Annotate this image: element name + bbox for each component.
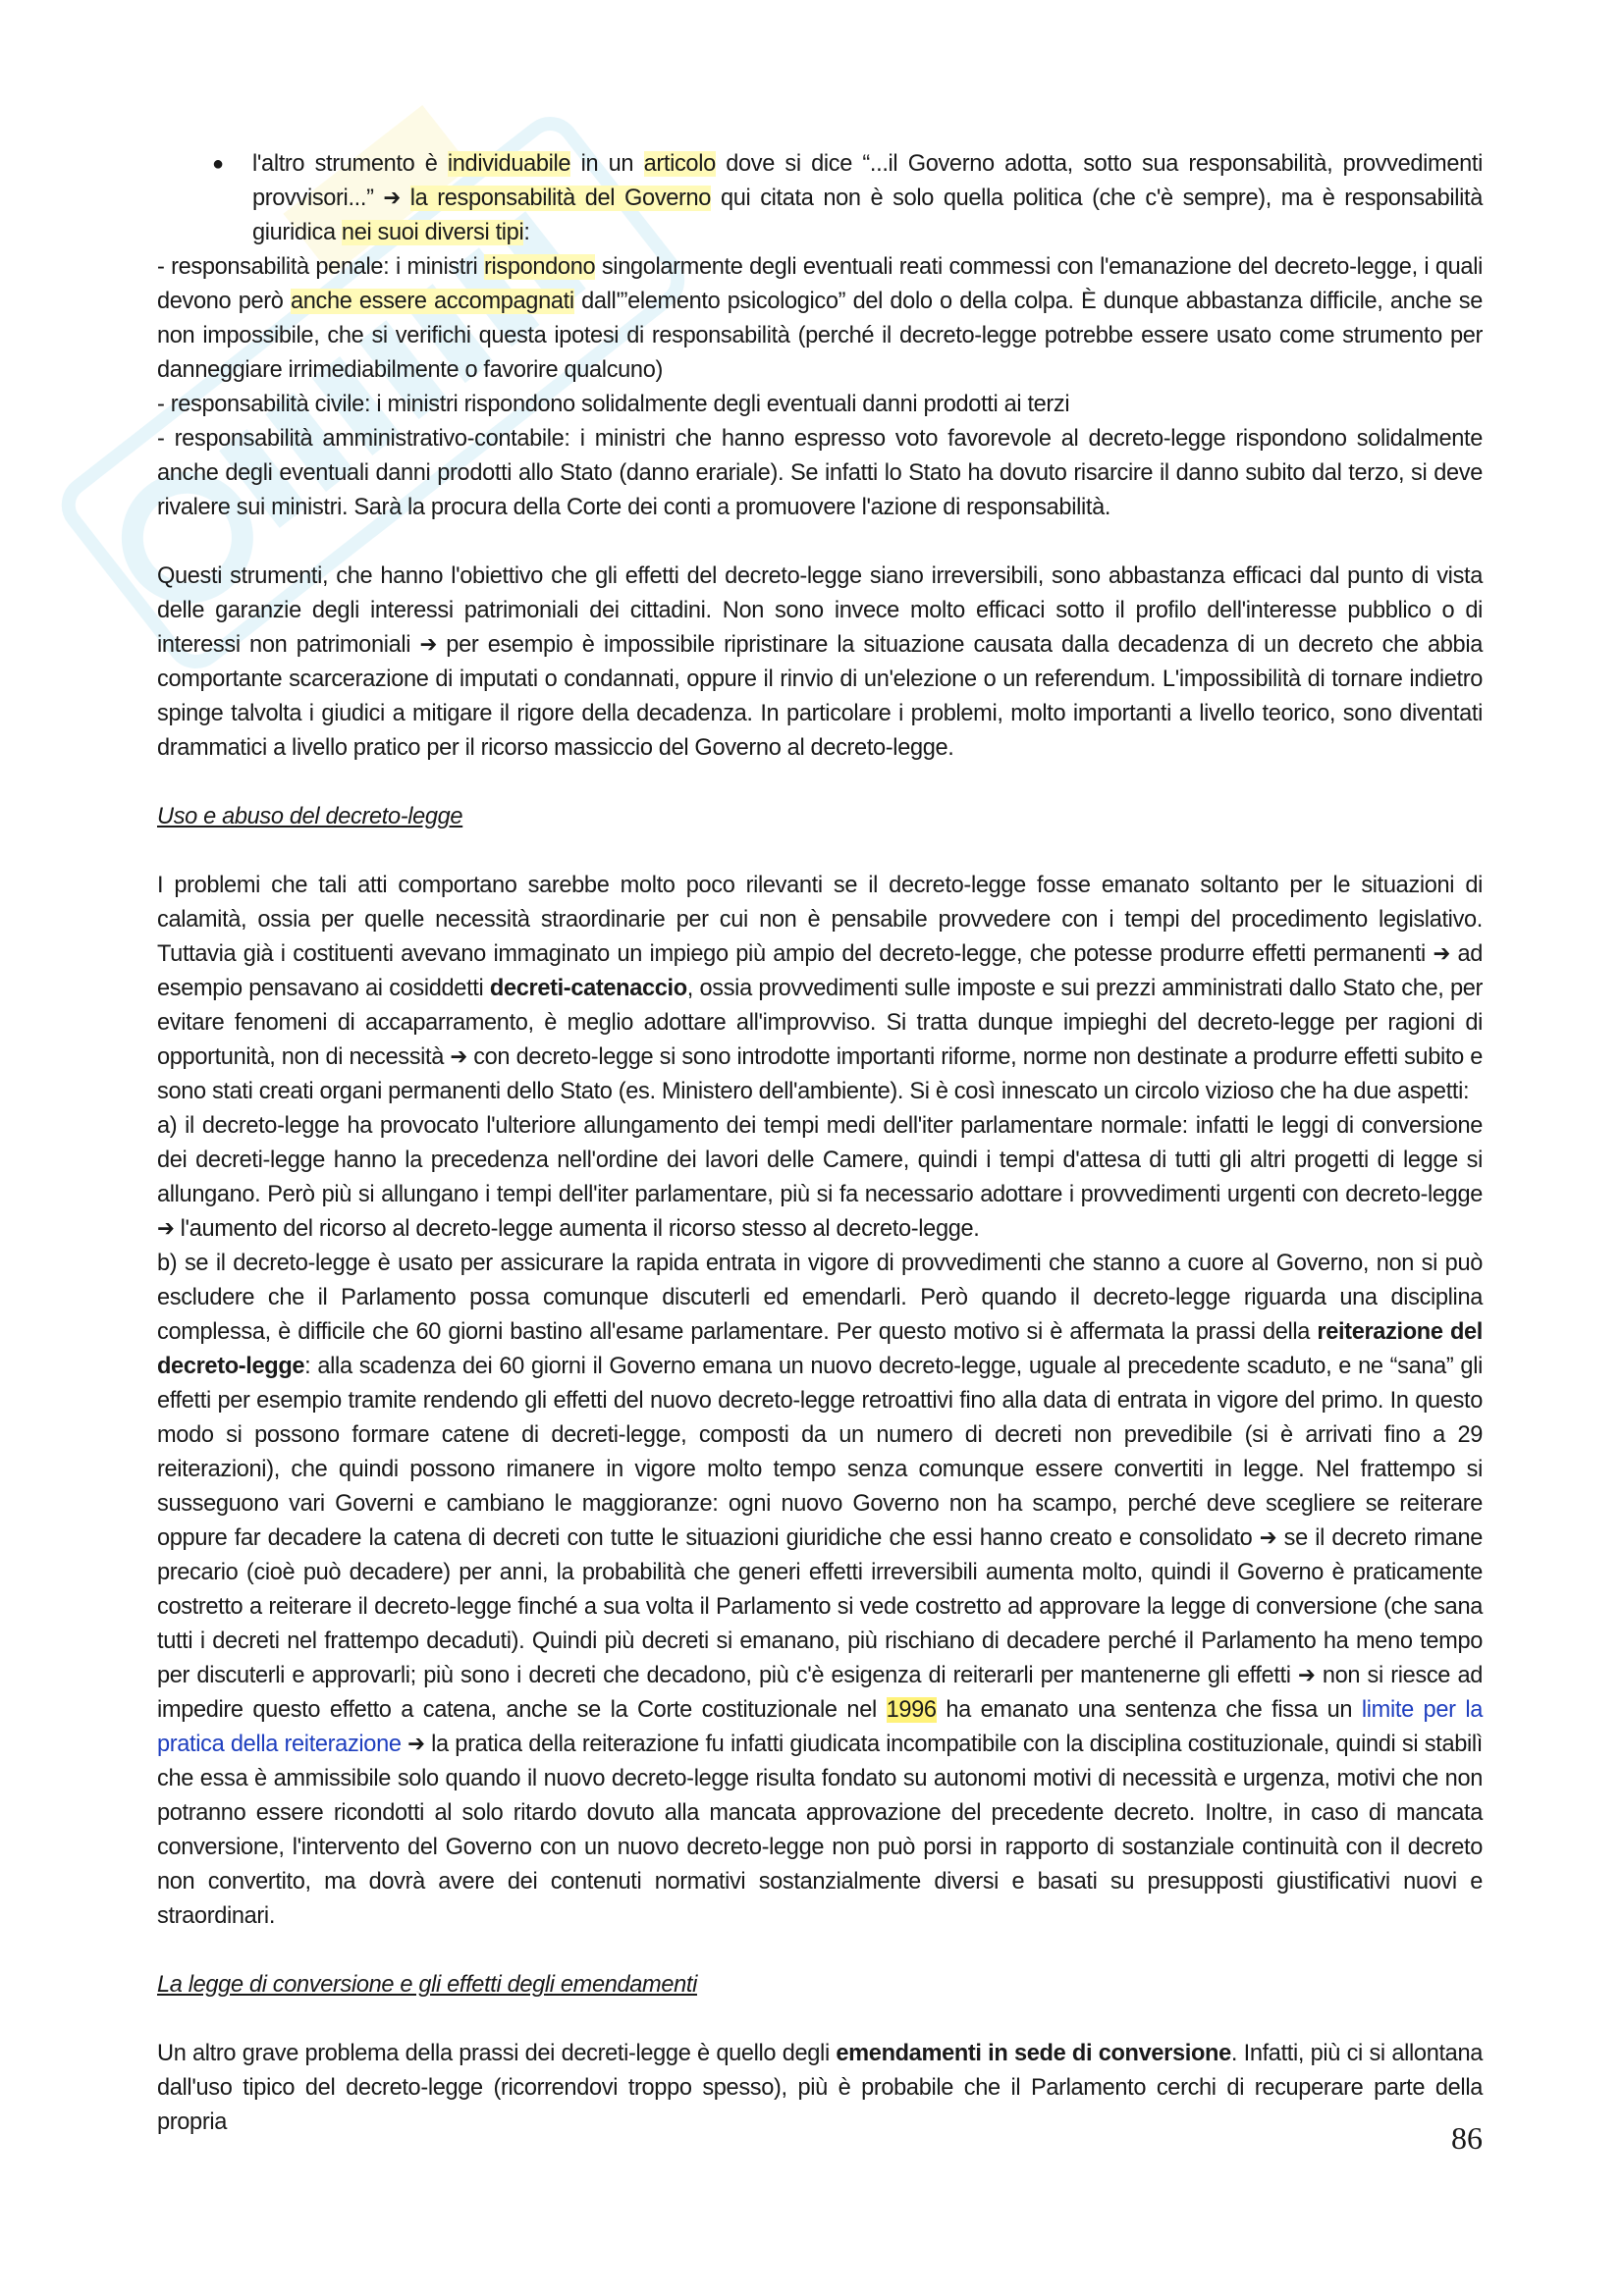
text-run: - responsabilità penale: i ministri: [157, 254, 484, 280]
section-heading-uso-abuso: [157, 800, 1483, 834]
blue-text-run: limite per la pratica della reiterazione: [157, 1697, 1483, 1757]
bold-run: emendamenti in sede di conversione: [836, 2041, 1231, 2066]
bullet-item-strumento: [157, 147, 1483, 250]
paragraph-strumenti: Questi strumenti, che hanno l'obiettivo che gli effetti del decreto-legge siano irreversibili, sono abbastanza efficaci dal punto di vista delle garanzie degli interessi patrimoniali dei cittadini. Non sono invece molto efficaci sotto il profilo dell'interesse pubblico o di interessi non patrimoniali ➔ per esempio è impossibile ripristinare la situazione causata dalla decadenza di un decreto che abbia comportante scarcerazione di imputati o condannati, oppure il rinvio di un'elezione o un referendum. L'impossibilità di tornare indietro spinge talvolta i giudici a mitigare il rigore della decadenza. In particolare i problemi, molto importanti a livello teorico, sono diventati drammatici a livello pratico per il ricorso massiccio del Governo al decreto-legge.: [157, 563, 1483, 761]
text-run: Un altro grave problema della prassi dei decreti-legge è quello degli: [157, 2041, 837, 2066]
heading-text: Uso e abuso del decreto-legge: [157, 804, 463, 829]
text-run: . Infatti, più ci si allontana dall'uso tipico del decreto-legge (ricorrendovi troppo spesso), più è probabile che il Parlamento cerchi di recuperare parte della propria: [157, 2041, 1483, 2135]
text-run: :: [523, 220, 530, 245]
text-run: b) se il decreto-legge è usato per assicurare la rapida entrata in vigore di provvedimenti che stanno a cuore al Governo, non si può escludere che il Parlamento possa comunque discuterli ed emendarli. Però quando il decreto-legge riguarda una disciplina complessa, è difficile che 60 giorni bastino all'esame parlamentare. Per questo motivo si è affermata la prassi della: [157, 1251, 1483, 1345]
text-run: : alla scadenza dei 60 giorni il Governo emana un nuovo decreto-legge, uguale al precedente scaduto, e ne “sana” gli effetti per esempio tramite rendendo gli effetti del nuovo decreto-legge retroattivi fino alla data di entrata in vigore del primo. In questo modo si possono formare catene di decreti-legge, composti da un numero di decreti non prevedibile (si è arrivati fino a 29 reiterazioni), che quindi possono rimanere in vigore molto tempo senza comunque essere convertiti in legge. Nel frattempo si susseguono vari Governi e cambiano le maggioranze: ogni nuovo Governo non ha scampo, perché deve scegliere se reiterare oppure far decadere la catena di decreti con tutte le situazioni giuridiche che essi hanno creato e consolidato ➔ se il decreto rimane precario (cioè può decadere) per anni, la probabilità che generi effetti irreversibili aumenta molto, quindi il Governo è praticamente costretto a reiterare il decreto-legge finché a sua volta il Parlamento si vede costretto ad approvare la legge di conversione (che sana tutti i decreti nel frattempo decaduti). Quindi più decreti si emanano, più rischiano di decadere perché il Parlamento ha meno tempo per discuterli e approvarli; più sono i decreti che decadono, più c'è esigenza di reiterarli per mantenerne gli effetti ➔ non si riesce ad impedire questo effetto a catena, anche se la Corte costituzionale nel: [157, 1354, 1483, 1723]
text-run: I problemi che tali atti comportano sarebbe molto poco rilevanti se il decreto-legge fosse emanato soltanto per le situazioni di calamità, ossia per quelle necessità straordinarie per cui non è pensabile provvedere con i tempi del procedimento legislativo. Tuttavia già i costituenti avevano immaginato un impiego più ampio del decreto-legge, che potesse produrre effetti permanenti ➔ ad esempio pensavano ai cosiddetti: [157, 873, 1483, 1001]
highlight-run: la responsabilità del Governo: [409, 186, 712, 211]
paragraph-resp-amministrativa: - responsabilità amministrativo-contabile: i ministri che hanno espresso voto favorevole al decreto-legge rispondono solidalmente anche degli eventuali danni prodotti allo Stato (danno erariale). Se infatti lo Stato ha dovuto risarcire il danno subito dal terzo, si deve rivalere sui ministri. Sarà la procura della Corte dei conti a promuovere l'azione di responsabilità.: [157, 426, 1483, 520]
bold-run: reiterazione del decreto-legge: [157, 1319, 1483, 1379]
text-run: , ossia provvedimenti sulle imposte e sui prezzi amministrati dallo Stato che, per evitare fenomeni di accaparramento, è meglio adottare all'improvviso. Si tratta dunque impieghi del decreto-legge per ragioni di opportunità, non di necessità ➔ con decreto-legge si sono introdotte importanti riforme, norme non destinate a produrre effetti subito e sono stati creati organi permanenti dello Stato (es. Ministero dell'ambiente). Si è così innescato un circolo vizioso che ha due aspetti:: [157, 976, 1484, 1104]
text-run: in un: [570, 151, 644, 177]
text-run: ha emanato una sentenza che fissa un: [936, 1697, 1362, 1723]
paragraph-point-b: [157, 1247, 1483, 1934]
highlight-run: rispondono: [484, 254, 596, 280]
bold-run: decreti-catenaccio: [489, 976, 687, 1001]
highlight-run: nei suoi diversi tipi: [341, 220, 524, 245]
highlight-run: articolo: [643, 151, 716, 177]
paragraph-conversione: [157, 2037, 1483, 2140]
bullet-icon: ●: [212, 153, 224, 175]
text-run: dall'”elemento psicologico” del dolo o della colpa. È dunque abbastanza difficile, anche se non impossibile, che si verifichi questa ipotesi di responsabilità (perché il decreto-legge potrebbe essere usato come strumento per danneggiare irrimediabilmente o favorire qualcuno): [157, 289, 1484, 383]
highlight-run: anche essere accompagnati: [290, 289, 574, 314]
section-heading-conversione: [157, 1968, 1483, 2002]
highlight-year: 1996: [886, 1697, 937, 1723]
text-run: ➔ la pratica della reiterazione fu infatti giudicata incompatibile con la disciplina costituzionale, quindi si stabilì che essa è ammissibile solo quando il nuovo decreto-legge risulta fondato su autonomi motivi di necessità e urgenza, motivi che non potranno essere ricondotti al solo ritardo dovuto alla mancata approvazione del precedente decreto. Inoltre, in caso di mancata conversione, l'intervento del Governo con un nuovo decreto-legge non può porsi in rapporto di sostanziale continuità con il decreto non convertito, ma dovrà avere dei contenuti normativi sostanzialmente diversi e basati su presupposti giustificativi nuovi e straordinari.: [157, 1732, 1483, 1929]
text-run: dove si dice “...il Governo adotta, sotto sua responsabilità, provvedimenti provvisori...” ➔: [252, 151, 1483, 211]
heading-text: La legge di conversione e gli effetti degli emendamenti: [157, 1972, 697, 1998]
page-number: 86: [1451, 2120, 1483, 2156]
paragraph-uso: [157, 869, 1483, 1109]
paragraph-resp-penale: [157, 250, 1483, 388]
text-run: qui citata non è solo quella politica (che c'è sempre), ma è responsabilità giuridica: [252, 186, 1483, 245]
paragraph-point-a: a) il decreto-legge ha provocato l'ulteriore allungamento dei tempi medi dell'iter parlamentare normale: infatti le leggi di conversione dei decreti-legge hanno la precedenza nell'ordine dei lavori delle Camere, quindi i tempi d'attesa di tutti gli altri progetti di legge si allungano. Però più si allungano i tempi dell'iter parlamentare, più si fa necessario adottare i provvedimenti urgenti con decreto-legge ➔ l'aumento del ricorso al decreto-legge aumenta il ricorso stesso al decreto-legge.: [157, 1113, 1483, 1242]
text-run: singolarmente degli eventuali reati commessi con l'emanazione del decreto-legge, i quali devono però: [157, 254, 1483, 314]
highlight-run: individuabile: [447, 151, 571, 177]
paragraph-resp-civile: - responsabilità civile: i ministri rispondono solidalmente degli eventuali danni prodotti ai terzi: [157, 392, 1070, 417]
text-run: l'altro strumento è: [252, 151, 448, 177]
document-body: [157, 147, 1483, 2140]
